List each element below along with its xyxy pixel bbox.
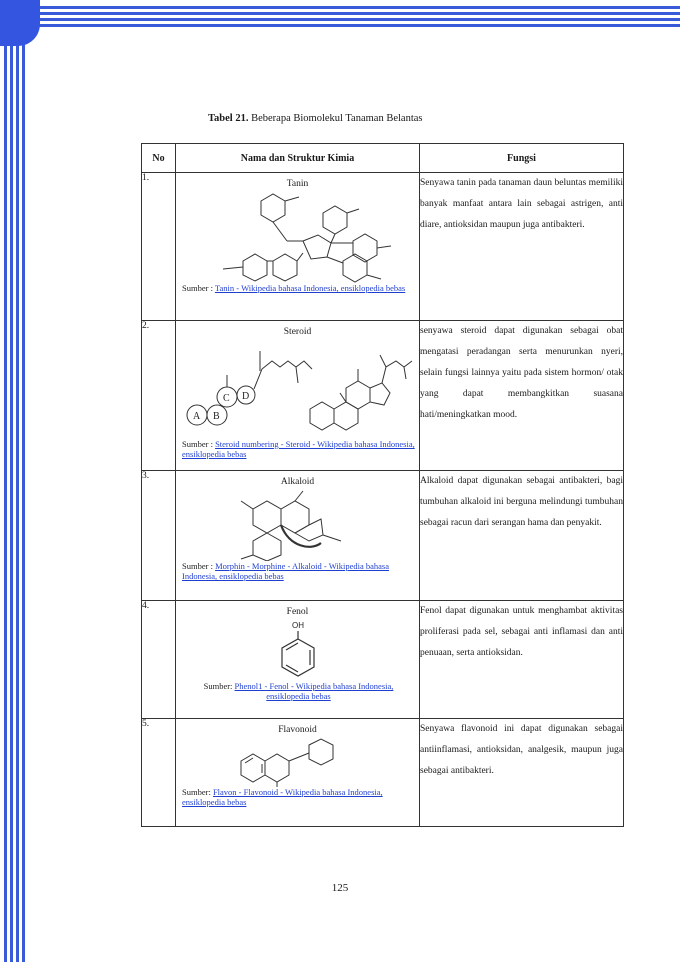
source-citation <box>176 681 419 703</box>
source-citation <box>176 561 419 583</box>
chem-name: Fenol <box>286 607 309 617</box>
source-prefix: Sumber: <box>203 681 235 691</box>
chem-name: Flavonoid <box>278 725 317 735</box>
table-row <box>142 601 624 719</box>
source-citation <box>176 439 419 461</box>
corner-decoration <box>0 0 40 46</box>
morphine-structure-image <box>233 489 363 561</box>
row-number: 1. <box>142 173 176 321</box>
row-number: 4. <box>142 601 176 719</box>
chem-name: Steroid <box>283 327 312 337</box>
ring-label: B <box>212 411 220 422</box>
source-link[interactable]: Morphin - Morphine - Alkaloid - Wikipedia bahasa Indonesia, ensiklopedia bebas <box>182 561 390 581</box>
chem-cell-flavonoid <box>176 719 420 827</box>
ring-label: D <box>241 391 249 402</box>
source-prefix: Sumber : <box>182 283 215 293</box>
caption-label: Tabel 21. <box>208 113 249 124</box>
page-number: 125 <box>331 882 349 894</box>
tannin-structure-image <box>203 191 393 283</box>
function-text: Senyawa flavonoid ini dapat digunakan sebagai antiinflamasi, antioksidan, analgesik, maupun juga sebagai antibakteri. <box>420 719 624 827</box>
function-text: senyawa steroid dapat digunakan sebagai obat mengatasi peradangan serta menurunkan nyeri, selain fungsi lainnya yaitu pada sistem hormon/ otak yang dapat membangkitkan suasana hati/meningkatkan mood. <box>420 321 624 471</box>
header-name: Nama dan Struktur Kimia <box>176 144 420 173</box>
row-number: 3. <box>142 471 176 601</box>
function-text: Alkaloid dapat digunakan sebagai antibakteri, bagi tumbuhan alkaloid ini berguna melindungi tumbuhan sebagai racun dari serangan hama dan penyakit. <box>420 471 624 601</box>
function-text: Senyawa tanin pada tanaman daun beluntas memiliki banyak manfaat antara lain sebagai astrigen, anti diare, antioksidan maupun juga antibakteri. <box>420 173 624 321</box>
source-citation <box>176 787 419 809</box>
source-link[interactable]: Phenol1 - Fenol - Wikipedia bahasa Indonesia, ensiklopedia bebas <box>234 681 394 701</box>
flavonoid-structure-image <box>233 737 363 787</box>
phenol-structure-image <box>268 619 328 681</box>
chem-cell-alkaloid <box>176 471 420 601</box>
chem-cell-tanin <box>176 173 420 321</box>
source-prefix: Sumber : <box>182 439 216 449</box>
steroid-structure-image <box>180 339 416 439</box>
table-row <box>142 321 624 471</box>
source-link[interactable]: Flavon - Flavonoid - Wikipedia bahasa Indonesia, ensiklopedia bebas <box>182 787 383 807</box>
chem-name: Alkaloid <box>280 477 315 487</box>
row-number: 2. <box>142 321 176 471</box>
row-number: 5. <box>142 719 176 827</box>
table-header-row <box>142 144 624 173</box>
function-text: Fenol dapat digunakan untuk menghambat aktivitas proliferasi pada sel, sebagai anti inflamasi dan anti penuaan, serta antioksidan. <box>420 601 624 719</box>
chem-name: Tanin <box>286 179 309 189</box>
source-link[interactable]: Tanin - Wikipedia bahasa Indonesia, ensiklopedia bebas <box>214 283 406 293</box>
source-link[interactable]: Steroid numbering - Steroid - Wikipedia bahasa Indonesia, ensiklopedia bebas <box>182 439 415 459</box>
ring-label: A <box>192 411 200 422</box>
header-function: Fungsi <box>420 144 624 173</box>
ring-label: C <box>222 393 230 404</box>
table-row <box>142 471 624 601</box>
header-no: No <box>142 144 176 173</box>
table-caption <box>208 113 423 124</box>
left-border-decoration <box>0 30 30 962</box>
table-row <box>142 173 624 321</box>
top-border-decoration <box>0 0 680 34</box>
source-prefix: Sumber: <box>182 787 213 797</box>
biomolecule-table <box>141 143 624 827</box>
source-prefix: Sumber : <box>182 561 216 571</box>
chem-cell-steroid <box>176 321 420 471</box>
table-row <box>142 719 624 827</box>
chem-cell-fenol <box>176 601 420 719</box>
caption-text: Beberapa Biomolekul Tanaman Belantas <box>248 113 423 124</box>
source-citation <box>176 283 419 295</box>
oh-group-label: OH <box>291 621 304 630</box>
